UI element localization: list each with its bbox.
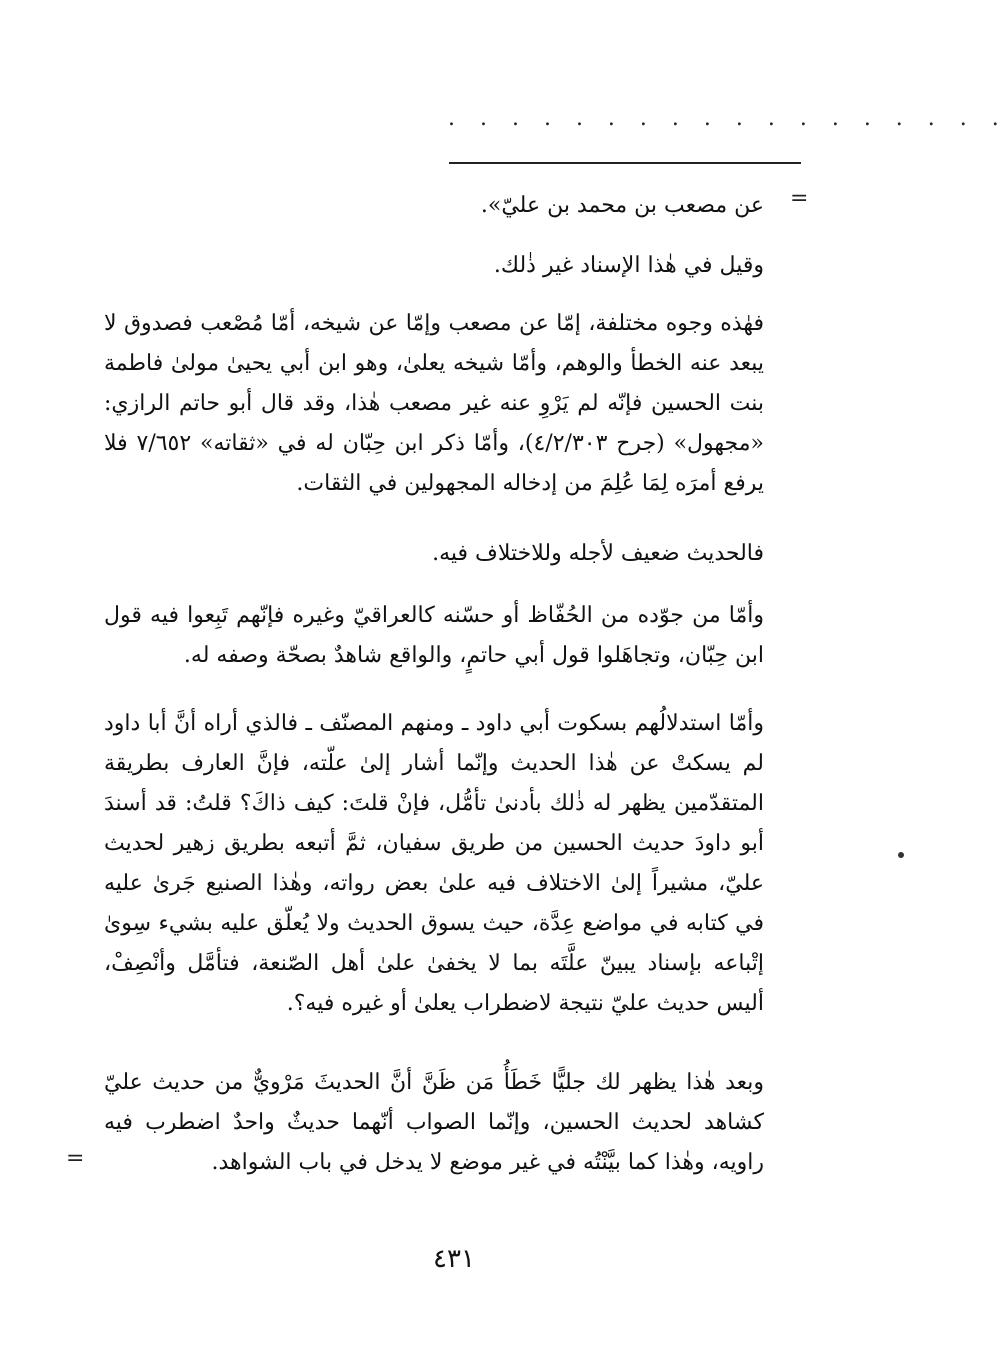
footnote-line-1: عن مصعب بن محمد بن عليّ». [480,193,764,218]
footnote-dots-separator: . . . . . . . . . . . . . . . . . . [448,106,1008,131]
paragraph-abu-dawud: وأمّا استدلالُهم بسكوت أبي داود ـ ومنهم المصنّف ـ فالذي أراه أنَّ أبا داود لم يسكتْ عن هٰذا الحديث وإنّما أشار إلىٰ علّته، فإنَّ العارف بطريقة المتقدّمين يظهر له ذٰلك بأدنىٰ تأمُّل، فإنْ قلتَ: كيف ذاكَ؟ قلتُ: قد أسندَ أبو داودَ حديث الحسين من طريق سفيان، ثمَّ أتبعه بطريق زهير لحديث عليّ، مشيراً إلىٰ الاختلاف فيه علىٰ بعض رواته، وهٰذا الصنيع جَرىٰ عليه في كتابه في مواضع عِدَّة، حيث يسوق الحديث ولا يُعلّق عليه بشيء سِوىٰ إتْباعه بإسناد يبينّ علَّتَه بما لا يخفىٰ علىٰ أهل الصّنعة، فتأمَّل وأنْصِفْ، أليس حديث عليّ نتيجة لاضطراب يعلىٰ أو غيره فيه؟. [104,711,764,1016]
paragraph-chain-variations: فهٰذه وجوه مختلفة، إمّا عن مصعب وإمّا عن شيخه، أمّا مُصْعب فصدوق لا يبعد عنه الخطأ والوهم، وأمّا شيخه يعلىٰ، وهو ابن أبي يحيىٰ مولىٰ فاطمة بنت الحسين فإنّه لم يَرْوِ عنه غير مصعب هٰذا، وقد قال أبو حاتم الرازي: «مجهول» (جرح ٤/٢/٣٠٣)، وأمّا ذكر ابن حِبّان له في «ثقاته» ٧/٦٥٢ فلا يرفع أمرَه لِمَا عُلِمَ من إدخاله المجهولين في الثقات. [104,311,764,496]
margin-dot [898,852,904,858]
paragraph-authenticators: وأمّا من جوّده من الحُفّاظ أو حسّنه كالعراقيّ وغيره فإنّهم تَبِعوا فيه قول ابن حِبّان، وتجاهَلوا قول أبي حاتمٍ، والواقع شاهدٌ بصحّة وصفه له. [104,603,764,668]
footnote-rule [449,162,801,164]
paragraph-verdict: فالحديث ضعيف لأجله وللاختلاف فيه. [432,541,764,566]
footnote-line-2: وقيل في هٰذا الإسناد غير ذٰلك. [493,253,764,278]
page-number: ٤٣١ [433,1244,475,1274]
continuation-mark-top: = [790,186,809,211]
paragraph-conclusion: وبعد هٰذا يظهر لك جليًّا خَطَأُ مَن ظَنَّ أنَّ الحديثَ مَرْويٌّ من حديث عليّ كشاهد لحديث الحسين، وإنّما الصواب أنّهما حديثٌ واحدٌ اضطرب فيه راويه، وهٰذا كما بيَّنْتُه في غير موضع لا يدخل في باب الشواهد. [104,1070,764,1175]
continuation-mark-bottom: = [66,1146,85,1171]
